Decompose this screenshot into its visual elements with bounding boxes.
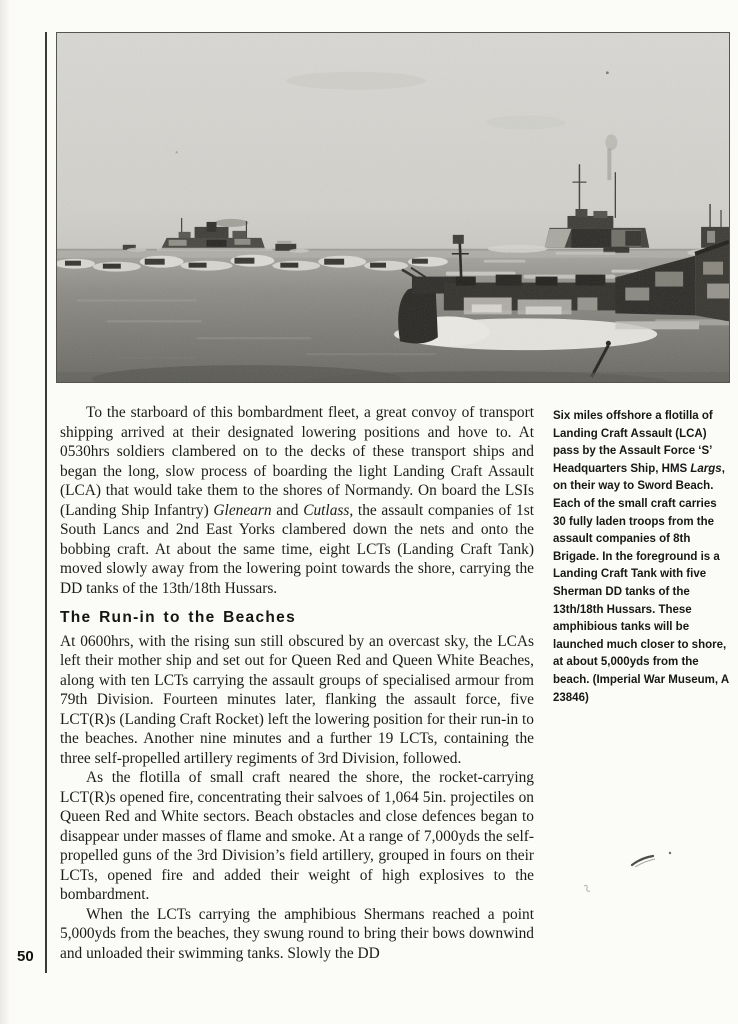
paragraph-3: As the flotilla of small craft neared the shore, the rocket-carrying LCT(R)s opened fire, concentrating their salvoes of 1,064 5in. projectiles on Queen Red and White sectors. Beach obstacles and close defences began to disappear under masses of flame and smoke. At a range of 7,000yds the self-propelled guns of the 3rd Division’s field artillery, grouped in fours on their LCTs, opened fire and added their weight of high explosives to the bombardment. — [60, 769, 534, 903]
text-run: Six miles offshore a flotilla of Landing Craft Assault (LCA) pass by the Assault Force ‘S’ Headquarters Ship, HMS — [553, 410, 713, 475]
ship-name-cutlass: Cutlass, — [303, 501, 354, 519]
article-body — [60, 403, 534, 963]
ship-name-glenearn: Glenearn — [213, 501, 272, 519]
text-run: To the starboard of this bombardment fleet, a great convoy of transport shipping arrived at their designated lowering positions and hove to. At 0530hrs soldiers clambered on to the decks of these transport ships and began the long, slow process of boarding the light Landing Craft Assault (LCA) that would take them to the shores of Normandy. On board the LSIs (Landing Ship Infantry) — [60, 404, 534, 519]
page-edge-shadow — [0, 0, 10, 1024]
paragraph-4: When the LCTs carrying the amphibious Shermans reached a point 5,000yds from the beaches, they swung round to bring their bows downwind and unloaded their swimming tanks. Slowly the DD — [60, 905, 534, 962]
page-number: 50 — [17, 948, 34, 965]
text-run: the assault companies of 1st South Lancs and 2nd East Yorks clambered down the nets and onto the bobbing craft. At about the same time, eight LCTs (Landing Craft Tank) moved slowly away from the lowering point towards the shore, carrying the DD tanks of the 13th/18th Hussars. — [60, 501, 534, 597]
photo-caption — [553, 408, 731, 707]
paragraph-2: At 0600hrs, with the rising sun still obscured by an overcast sky, the LCAs left their mother ship and set out for Queen Red and Queen White Beaches, along with ten LCTs carrying the assault groups of specialised armour from 79th Division. Fourteen minutes later, flanking the assault force, five LCT(R)s (Landing Craft Rocket) left the lowering position for their run-in to the beaches. Another nine minutes and a further 19 LCTs, containing the three self-propelled artillery regiments of 3rd Division, followed. — [60, 632, 535, 767]
caption-text — [553, 408, 731, 707]
ship-name-largs: Largs — [690, 462, 722, 475]
text-run: , on their way to Sword Beach. Each of the small craft carries 30 fully laden troops from the assault companies of 8th Brigade. In the foreground is a Landing Craft Tank with five Sherman DD tanks of the 13th/18th Hussars. These amphibious tanks will be launched much closer to shore, at about 5,000yds from the beach. (Imperial War Museum, A 23846) — [553, 462, 729, 704]
smudge-marks — [575, 845, 690, 900]
photo-landing-craft-flotilla — [56, 32, 730, 383]
paragraph-1 — [60, 403, 534, 598]
text-run: and — [271, 501, 304, 519]
photo-illustration — [57, 33, 729, 382]
section-heading: The Run-in to the Beaches — [60, 609, 296, 626]
margin-rule — [45, 32, 47, 973]
